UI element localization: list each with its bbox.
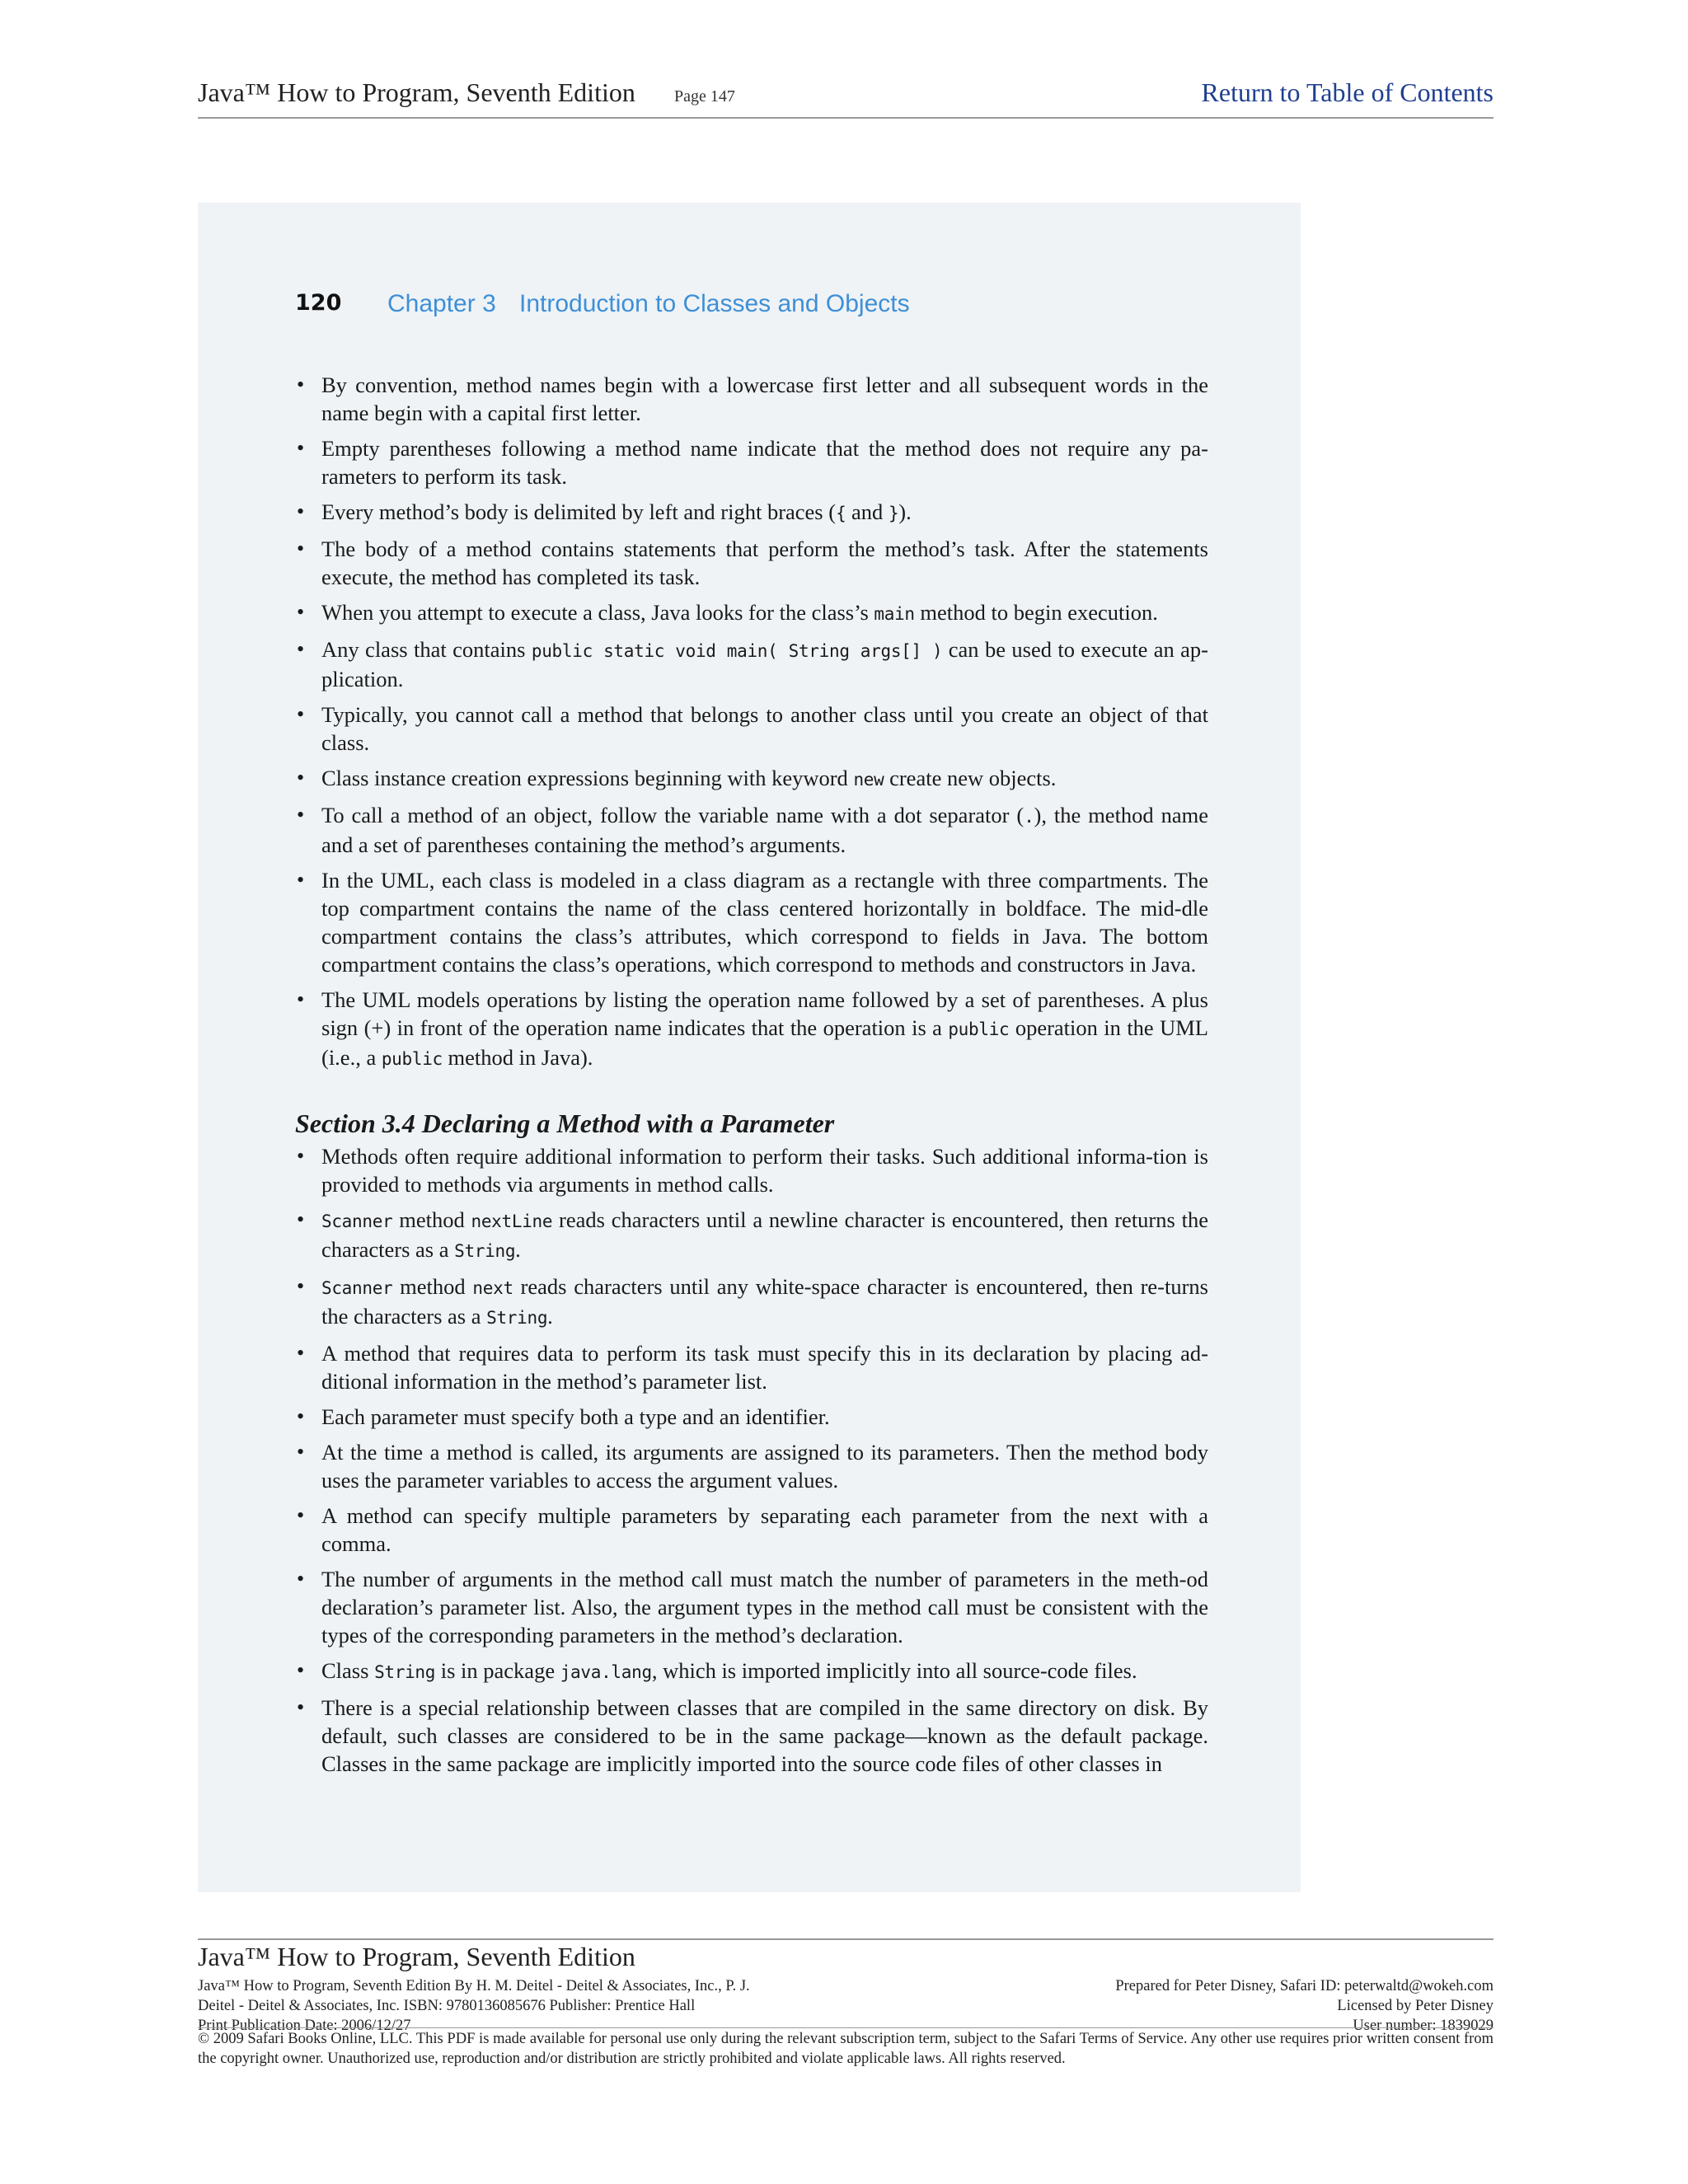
footer-licensed-by: Licensed by Peter Disney xyxy=(1337,1998,1493,2014)
code-term: nextLine xyxy=(471,1212,553,1231)
summary-bullet: • Scanner method nextLine reads characters until a newline character is encountered, then returns the characters as a String. xyxy=(295,1206,1208,1265)
chapter-title: Introduction to Classes and Objects xyxy=(519,290,910,317)
code-term: } xyxy=(888,504,899,523)
summary-bullet: • A method can specify multiple parameters by separating each parameter from the next with a comma. xyxy=(295,1502,1208,1558)
summary-bullet: • A method that requires data to perform its task must specify this in its declaration by placing ad-ditional information in the method’s parameter list. xyxy=(295,1339,1208,1395)
summary-bullet: • By convention, method names begin with a lowercase first letter and all subsequent words in the name begin with a capital first letter. xyxy=(295,371,1208,427)
summary-bullet: • Empty parentheses following a method name indicate that the method does not require any pa-rameters to perform its task. xyxy=(295,434,1208,490)
code-term: next xyxy=(472,1278,513,1298)
code-term: Scanner xyxy=(321,1278,393,1298)
code-term: public xyxy=(381,1049,443,1069)
footer-publication-date: Print Publication Date: 2006/12/27 xyxy=(198,2018,411,2034)
summary-bullet: • At the time a method is called, its arguments are assigned to its parameters. Then the method body uses the parameter variables to access the argument values. xyxy=(295,1438,1208,1494)
header-book-title: Java™ How to Program, Seventh Edition xyxy=(198,77,635,107)
code-term: String xyxy=(374,1662,436,1682)
summary-body xyxy=(295,371,1208,1785)
footer-book-title: Java™ How to Program, Seventh Edition xyxy=(198,1942,635,1971)
book-page xyxy=(198,203,1301,1892)
summary-bullets-section-3-4 xyxy=(295,1142,1208,1778)
summary-bullets-section-3-3 xyxy=(295,371,1208,1073)
summary-bullet: • When you attempt to execute a class, Java looks for the class’s main method to begin execution. xyxy=(295,598,1208,628)
summary-bullet: • The UML models operations by listing the operation name followed by a set of parentheses. A plus sign (+) in front of the operation name indicates that the operation is a public operation in the UML (i.e., a public method in Java). xyxy=(295,986,1208,1073)
code-term: java.lang xyxy=(560,1662,652,1682)
page-footer xyxy=(198,1938,1493,2067)
code-term: String xyxy=(486,1308,548,1328)
summary-bullet: • Scanner method next reads characters until any white-space character is encountered, then re-turns the characters as a String. xyxy=(295,1272,1208,1332)
code-term: . xyxy=(1024,807,1034,827)
summary-bullet: • The number of arguments in the method call must match the number of parameters in the meth-od declaration’s parameter list. Also, the argument types in the method call must be consistent with the types of the corresponding parameters in the method’s declaration. xyxy=(295,1565,1208,1649)
summary-bullet: • Typically, you cannot call a method that belongs to another class until you create an object of that class. xyxy=(295,701,1208,757)
summary-bullet: • Each parameter must specify both a type and an identifier. xyxy=(295,1403,1208,1431)
summary-bullet: • Class instance creation expressions beginning with keyword new create new objects. xyxy=(295,764,1208,794)
footer-user-number: User number: 1839029 xyxy=(1353,2018,1493,2034)
summary-bullet: • There is a special relationship between classes that are compiled in the same directory on disk. By default, such classes are considered to be in the same package—known as the default package. Classes in the same package are implicitly imported into the source code files of other classes in xyxy=(295,1694,1208,1778)
footer-isbn-info: Deitel - Deitel & Associates, Inc. ISBN: 9780136085676 Publisher: Prentice Hall xyxy=(198,1998,696,2014)
page-header xyxy=(198,77,1493,119)
summary-bullet: • To call a method of an object, follow the variable name with a dot separator (.), the method name and a set of parentheses containing the method’s arguments. xyxy=(295,801,1208,859)
page-number: 120 xyxy=(295,290,342,316)
section-heading: Section 3.4 Declaring a Method with a Parameter xyxy=(295,1108,835,1138)
header-page-number: Page 147 xyxy=(674,87,735,105)
code-term: public static void main( String args[] ) xyxy=(531,641,943,661)
code-term: { xyxy=(836,504,846,523)
code-term: main xyxy=(874,604,915,624)
footer-prepared-for: Prepared for Peter Disney, Safari ID: peterwaltd@wokeh.com xyxy=(1115,1978,1493,1994)
footer-rule-2 xyxy=(198,2027,1493,2028)
summary-bullet: • Methods often require additional information to perform their tasks. Such additional informa-tion is provided to methods via arguments in method calls. xyxy=(295,1142,1208,1198)
summary-bullet: • The body of a method contains statements that perform the method’s task. After the statements execute, the method has completed its task. xyxy=(295,535,1208,591)
code-term: String xyxy=(454,1241,516,1261)
code-term: new xyxy=(853,770,884,790)
code-term: public xyxy=(948,1019,1010,1039)
footer-copyright: © 2009 Safari Books Online, LLC. This PDF is made available for personal use only during the relevant subscription term, subject to the Safari Terms of Service. Any other use requires prior written consent from the copyright owner. Unauthorized use, reproduction and/or distribution are strictly prohibited and violate applicable laws. All rights reserved. xyxy=(198,2031,1493,2067)
footer-rule xyxy=(198,1938,1493,1940)
summary-bullet: • Class String is in package java.lang, which is imported implicitly into all source-code files. xyxy=(295,1657,1208,1686)
return-to-toc-link[interactable]: Return to Table of Contents xyxy=(1201,77,1493,107)
summary-bullet: • Any class that contains public static void main( String args[] ) can be used to execute an ap-plication. xyxy=(295,635,1208,693)
summary-bullet: • In the UML, each class is modeled in a class diagram as a rectangle with three compartments. The top compartment contains the name of the class centered horizontally in boldface. The mid-dle compartment contains the class’s attributes, which correspond to fields in Java. The bottom compartment contains the class’s operations, which correspond to methods and constructors in Java. xyxy=(295,866,1208,978)
footer-book-info: Java™ How to Program, Seventh Edition By H. M. Deitel - Deitel & Associates, Inc., P. J. xyxy=(198,1978,750,1994)
chapter-label: Chapter 3 xyxy=(387,290,496,317)
summary-bullet: • Every method’s body is delimited by left and right braces ({ and }). xyxy=(295,498,1208,527)
code-term: Scanner xyxy=(321,1212,393,1231)
